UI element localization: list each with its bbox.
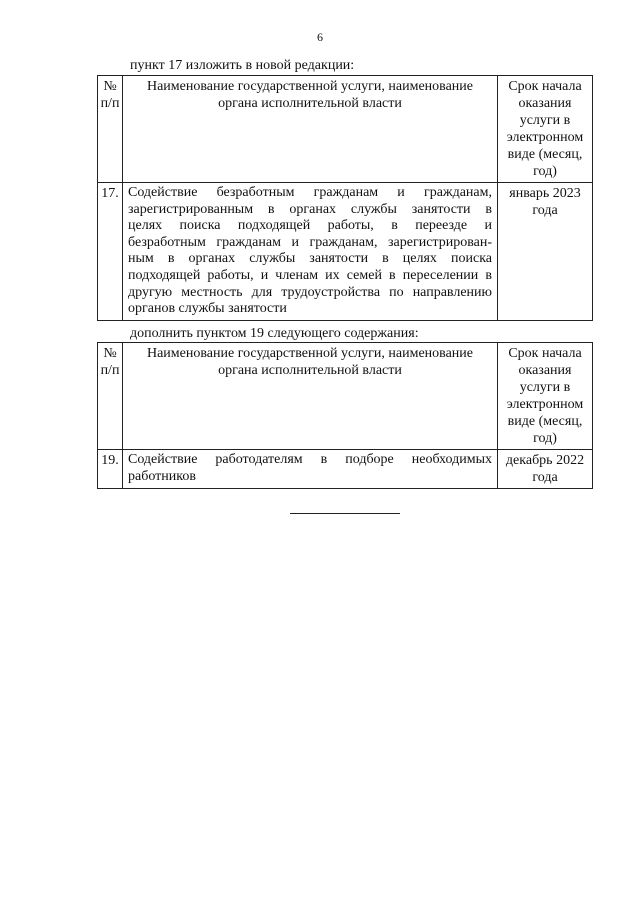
start-date: январь 2023 года xyxy=(498,183,593,321)
description-line: работников xyxy=(128,468,196,484)
table-row xyxy=(98,183,593,321)
description-line: другую местность для трудоустройства по направлению xyxy=(128,284,492,300)
table-header-row xyxy=(98,343,593,450)
header-service-name: Наименование государственной услуги, наименование органа исполнительной власти xyxy=(123,76,498,183)
header-number: № п/п xyxy=(98,76,123,183)
services-table-item-19 xyxy=(97,342,593,489)
services-table-item-17 xyxy=(97,75,593,321)
description-line: ным в органах службы занятости в целях поиска xyxy=(128,251,492,267)
header-start-date: Срок начала оказания услуги в электронном виде (месяц, год) xyxy=(498,343,593,450)
description-line: Содействие работодателям в подборе необходимых xyxy=(128,452,492,467)
page-number: 6 xyxy=(317,30,323,44)
header-service-name: Наименование государственной услуги, наименование органа исполнительной власти xyxy=(123,343,498,450)
description-line: Содействие безработным гражданам и гражданам, xyxy=(128,185,492,200)
row-number: 19. xyxy=(98,450,123,489)
table-header-row xyxy=(98,76,593,183)
description-line: органов службы занятости xyxy=(128,301,287,317)
service-description xyxy=(123,450,498,489)
description-line: зарегистрированным в органах службы занятости в xyxy=(128,201,492,217)
header-number: № п/п xyxy=(98,343,123,450)
section1-intro: пункт 17 изложить в новой редакции: xyxy=(130,58,355,73)
table-row xyxy=(98,450,593,489)
description-line: целях поиска подходящей работы, в переезде и xyxy=(128,218,492,234)
section2-intro: дополнить пунктом 19 следующего содержания: xyxy=(130,326,419,341)
end-divider xyxy=(290,513,400,514)
description-line: безработным гражданам и гражданам, зарегистрирован- xyxy=(128,234,492,250)
header-start-date: Срок начала оказания услуги в электронном виде (месяц, год) xyxy=(498,76,593,183)
description-line: подходящей работы, и членам их семей в переселении в xyxy=(128,267,492,283)
service-description xyxy=(123,183,498,321)
row-number: 17. xyxy=(98,183,123,321)
start-date: декабрь 2022 года xyxy=(498,450,593,489)
